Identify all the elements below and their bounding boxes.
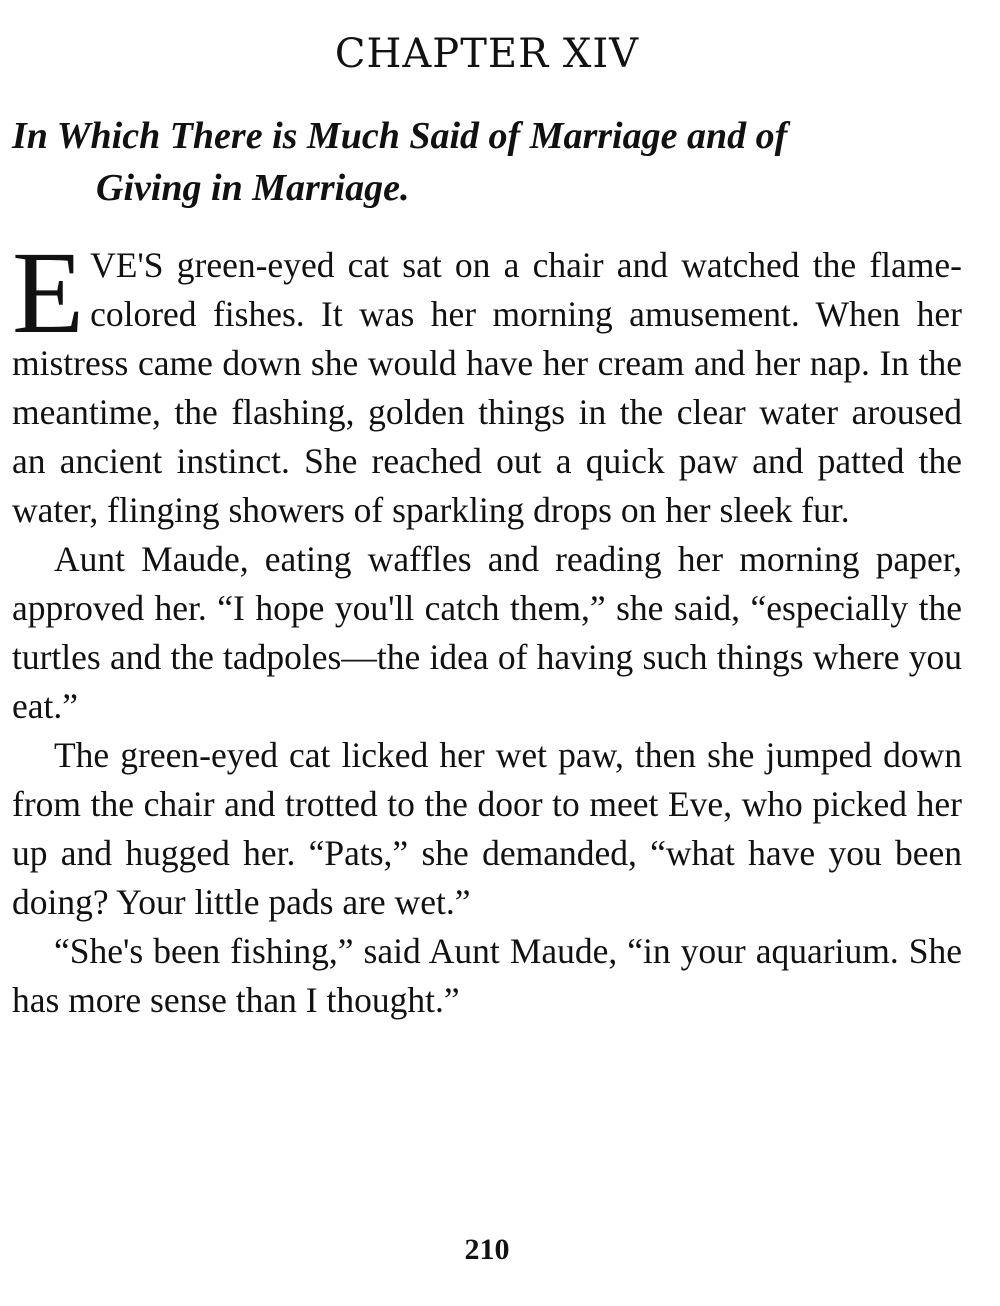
chapter-subtitle-line-2: Giving in Marriage. — [96, 167, 410, 209]
paragraph-1-text: VE'S green-eyed cat sat on a chair and watched the flame-colored fishes. It was her morning amusement. When her mistress came down she would have her cream and her nap. In the meantime, the flashing, golden things in the clear water aroused an ancient instinct. She reached out a quick paw and patted the water, flinging showers of sparkling drops on her sleek fur. — [12, 245, 962, 530]
paragraph-1 — [12, 227, 962, 535]
paragraph-4: “She's been fishing,” said Aunt Maude, “in your aquarium. She has more sense than I thought.” — [12, 931, 962, 1020]
book-page — [12, 0, 962, 1306]
chapter-subtitle-line-1: In Which There is Much Said of Marriage and of — [12, 115, 788, 157]
chapter-subtitle — [12, 110, 962, 214]
drop-cap: E — [12, 227, 85, 358]
paragraph-2: Aunt Maude, eating waffles and reading her morning paper, approved her. “I hope you'll catch them,” she said, “especially the turtles and the tadpoles—the idea of having such things where you eat.” — [12, 539, 962, 726]
chapter-body — [12, 227, 962, 1025]
chapter-title: CHAPTER XIV — [334, 31, 640, 77]
page-number: 210 — [464, 1233, 510, 1266]
paragraph-3: The green-eyed cat licked her wet paw, then she jumped down from the chair and trotted to the door to meet Eve, who picked her up and hugged her. “Pats,” she demanded, “what have you been doing? Your little pads are wet.” — [12, 735, 962, 922]
